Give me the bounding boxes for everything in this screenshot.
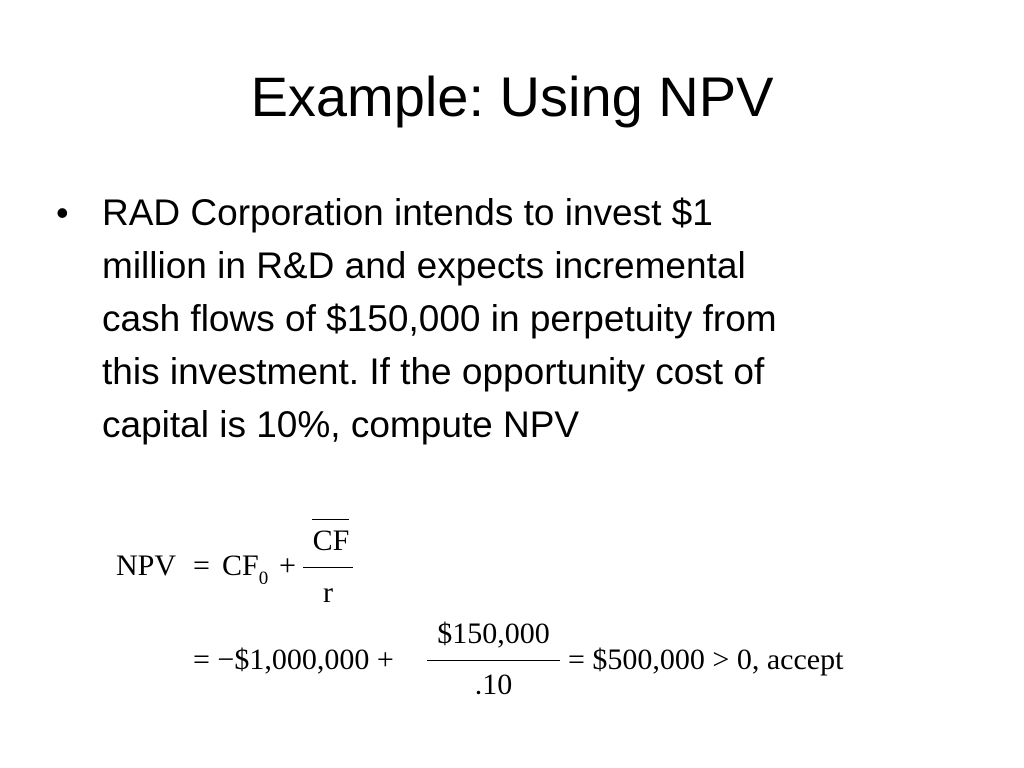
bullet-item [56,186,956,451]
calc-denominator: .10 [474,668,513,701]
bullet-text-line: million in R&D and expects incremental [102,245,746,286]
npv-label: NPV [116,549,177,582]
equals-sign: = [193,549,210,582]
cf-label: CF [222,549,259,582]
overline-bar [312,519,349,520]
calc-fraction-bar [427,660,560,661]
fraction-bar [303,567,353,568]
bullet-text-line: RAD Corporation intends to invest $1 [102,192,713,233]
bullet-list [56,186,956,451]
cf-zero [222,549,268,587]
bullet-icon: • [56,192,69,233]
cf-subscript: 0 [258,568,269,589]
slide-title: Example: Using NPV [250,65,774,128]
calc-numerator: $150,000 [437,617,550,650]
calc-result: = $500,000 > 0, accept [568,643,844,676]
bullet-text-line: capital is 10%, compute NPV [102,404,580,445]
fraction-denominator: r [323,576,333,609]
bullet-text-line: this investment. If the opportunity cost of [102,351,765,392]
bullet-text-line: cash flows of $150,000 in perpetuity from [102,298,777,339]
calc-lhs: = −$1,000,000 + [193,643,394,676]
fraction-numerator: CF [312,524,350,557]
plus-sign: + [279,549,296,582]
